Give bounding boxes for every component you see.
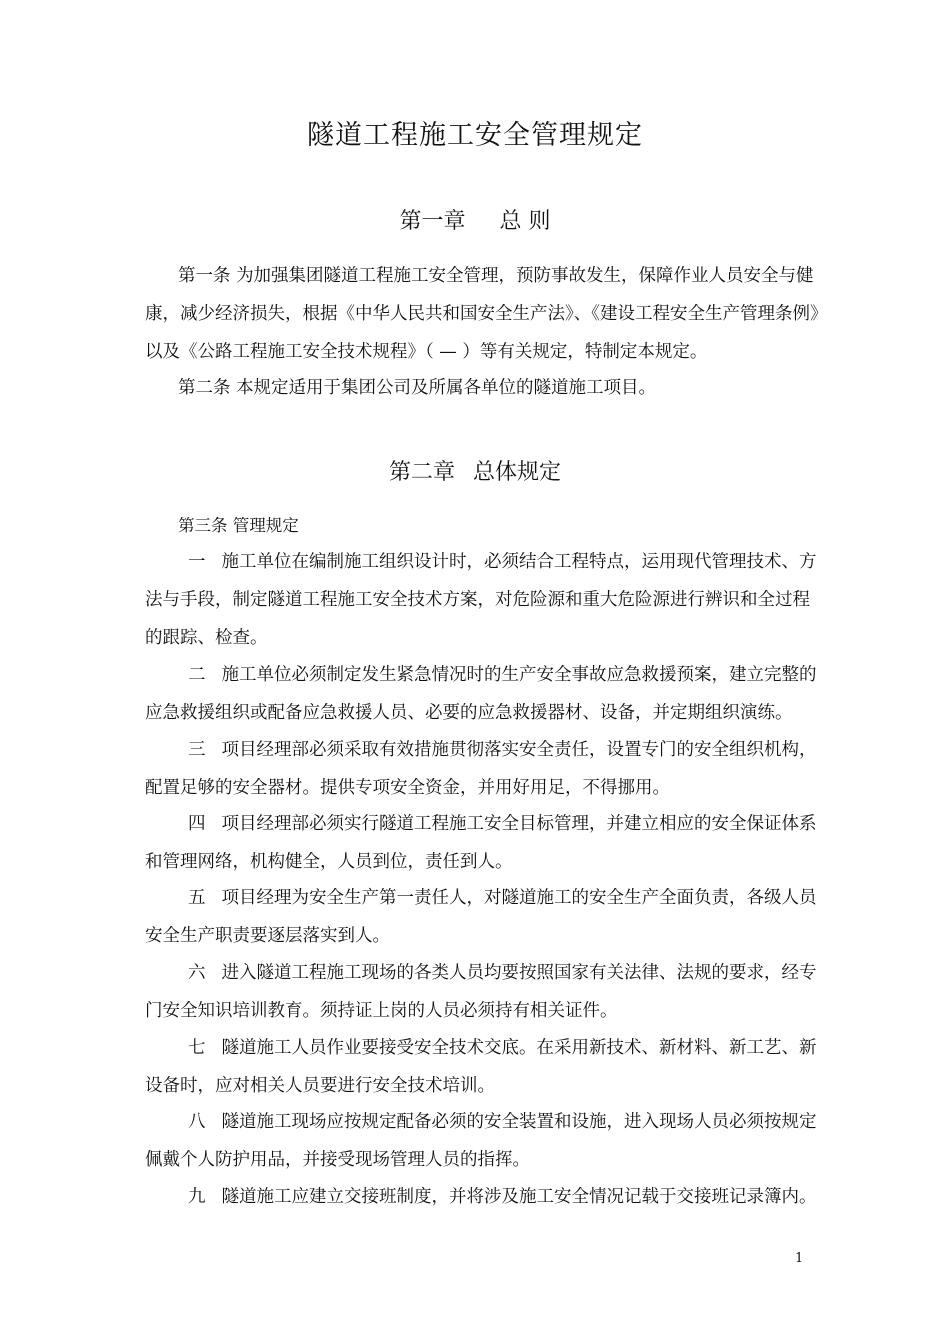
item-1-line-3: 的跟踪、检查。: [145, 628, 268, 648]
item-2-line-2: 应急救援组织或配备应急救援人员、必要的应急救援器材、设备，并定期组织演练。: [145, 703, 793, 723]
chapter-1-heading: [0, 204, 950, 235]
item-3-number: 三: [188, 740, 206, 760]
item-2-line-1: 二 施工单位必须制定发生紧急情况时的生产安全事故应急救援预案，建立完整的: [188, 661, 810, 686]
item-3-line-2: 配置足够的安全器材。提供专项安全资金，并用好用足，不得挪用。: [145, 778, 670, 798]
item-4-number: 四: [188, 814, 206, 834]
item-4-line-1: 四 项目经理部必须实行隧道工程施工安全目标管理，并建立相应的安全保证体系: [188, 810, 810, 835]
item-2-number: 二: [188, 665, 206, 685]
item-8-line-1: 八 隧道施工现场应按规定配备必须的安全装置和设施，进入现场人员必须按规定: [188, 1108, 810, 1133]
item-8-line-2: 佩戴个人防护用品，并接受现场管理人员的指挥。: [145, 1150, 530, 1170]
item-6-number: 六: [188, 963, 206, 983]
item-6-line-1: 六 进入隧道工程施工现场的各类人员均要按照国家有关法律、法规的要求，经专: [188, 959, 810, 984]
item-1-number: 一: [188, 552, 206, 572]
chapter-1-name: 总 则: [499, 209, 551, 234]
item-3-line-1: 三 项目经理部必须采取有效措施贯彻落实安全责任，设置专门的安全组织机构，: [188, 736, 810, 761]
chapter-2-label: 第二章: [388, 460, 455, 485]
chapter-2-heading: [0, 455, 950, 486]
article-2: 第二条 本规定适用于集团公司及所属各单位的隧道施工项目。: [178, 378, 657, 398]
chapter-2-name: 总体规定: [473, 460, 562, 485]
item-7-line-1: 七 隧道施工人员作业要接受安全技术交底。在采用新技术、新材料、新工艺、新: [188, 1034, 810, 1059]
item-7-line-2: 设备时，应对相关人员要进行安全技术培训。: [145, 1076, 495, 1096]
item-7-number: 七: [188, 1038, 206, 1058]
article-1-line-3: 以及《公路工程施工安全技术规程》（ — ）等有关规定，特制定本规定。: [145, 342, 708, 362]
item-9-number: 九: [188, 1187, 206, 1207]
article-3-heading: 第三条 管理规定: [178, 516, 299, 535]
page-number: 1: [795, 1251, 804, 1266]
item-1-line-2: 法与手段，制定隧道工程施工安全技术方案，对危险源和重大危险源进行辨识和全过程: [145, 590, 810, 610]
item-9-line-1: 九 隧道施工应建立交接班制度，并将涉及施工安全情况记载于交接班记录簿内。: [188, 1183, 810, 1208]
item-8-number: 八: [188, 1112, 206, 1132]
article-1-line-1: 第一条 为加强集团隧道工程施工安全管理，预防事故发生，保障作业人员安全与健: [178, 266, 814, 286]
item-5-number: 五: [188, 888, 206, 908]
chapter-1-label: 第一章: [399, 209, 466, 234]
article-1-line-2: 康，减少经济损失，根据《中华人民共和国安全生产法》、《建设工程安全生产管理条例》: [145, 304, 828, 324]
item-6-line-2: 门安全知识培训教育。须持证上岗的人员必须持有相关证件。: [145, 1001, 618, 1021]
item-5-line-1: 五 项目经理为安全生产第一责任人，对隧道施工的安全生产全面负责，各级人员: [188, 884, 810, 909]
item-5-line-2: 安全生产职责要逐层落实到人。: [145, 926, 390, 946]
item-1-line-1: 一 施工单位在编制施工组织设计时，必须结合工程特点，运用现代管理技术、方: [188, 548, 810, 573]
item-4-line-2: 和管理网络，机构健全，人员到位，责任到人。: [145, 852, 513, 872]
document-title: 隧道工程施工安全管理规定: [307, 120, 643, 151]
